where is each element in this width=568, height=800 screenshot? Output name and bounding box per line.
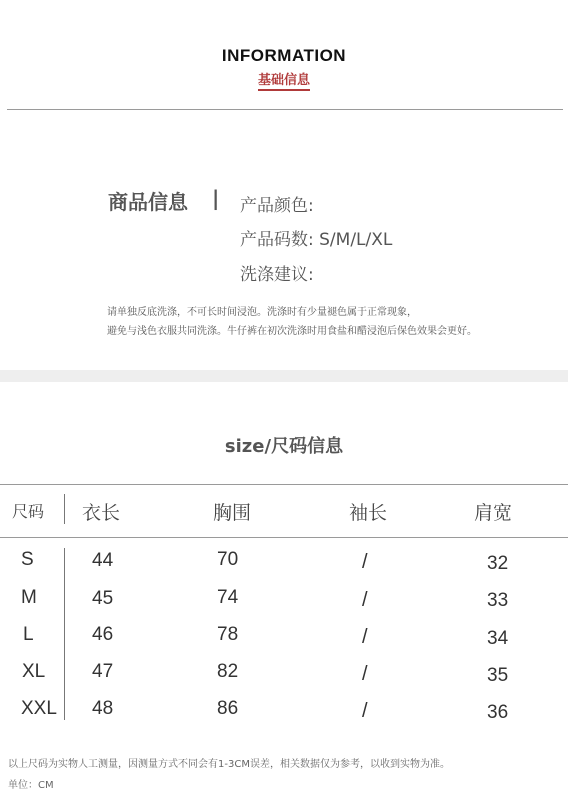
cell-length: 48 [92,698,114,719]
page-subtitle [0,69,568,88]
cell-sleeve: / [362,700,368,722]
cell-sleeve: / [362,551,368,573]
product-info-section [0,0,568,370]
cell-shoulder: 36 [487,702,509,723]
wash-note-line-2: 避免与浅色衣服共同洗涤。牛仔裤在初次洗涤时用食盐和醋浸泡后保色效果会更好。 [107,326,477,337]
product-info-label: 商品信息 [108,190,188,214]
table-header-length: 衣长 [82,502,121,524]
table-body-column-divider [64,548,65,720]
cell-length: 45 [92,588,114,609]
cell-sleeve: / [362,663,368,685]
cell-length: 47 [92,661,114,682]
size-table-title: size/尺码信息 [224,436,344,457]
cell-chest: 86 [217,698,239,719]
product-size-line: 产品码数: S/M/L/XL [240,230,393,250]
page-subtitle-text: 基础信息 [258,73,310,91]
wash-note-line-1: 请单独反底洗涤，不可长时间浸泡。洗涤时有少量褪色属于正常现象， [107,307,417,318]
product-info-separator: | [212,186,220,210]
table-header-shoulder: 肩宽 [474,502,513,524]
cell-chest: 78 [217,624,239,645]
table-header-column-divider [64,494,65,524]
cell-length: 46 [92,624,114,645]
table-header-rule [0,537,568,538]
page-title: INFORMATION [221,46,347,65]
header-divider [7,109,563,110]
cell-shoulder: 35 [487,665,509,686]
cell-size: L [23,624,34,645]
cell-chest: 70 [217,549,239,570]
cell-chest: 74 [217,587,239,608]
wash-advice-line: 洗涤建议: [240,265,314,285]
table-header-chest: 胸围 [213,502,252,524]
cell-shoulder: 34 [487,628,509,649]
cell-sleeve: / [362,626,368,648]
cell-size: XXL [21,698,57,719]
section-divider-band [0,370,568,382]
cell-size: M [21,587,37,608]
unit-label: 单位：CM [8,780,54,791]
table-top-rule [0,484,568,485]
cell-shoulder: 33 [487,590,509,611]
table-header-sleeve: 袖长 [349,502,388,524]
cell-length: 44 [92,550,114,571]
measurement-disclaimer: 以上尺码为实物人工测量，因测量方式不同会有1-3CM误差，相关数据仅为参考，以收到实物为准。 [8,759,450,770]
product-color-line: 产品颜色: [240,196,314,216]
table-header-size: 尺码 [12,502,45,521]
cell-sleeve: / [362,589,368,611]
cell-chest: 82 [217,661,239,682]
cell-shoulder: 32 [487,553,509,574]
cell-size: S [21,549,34,570]
cell-size: XL [22,661,46,682]
